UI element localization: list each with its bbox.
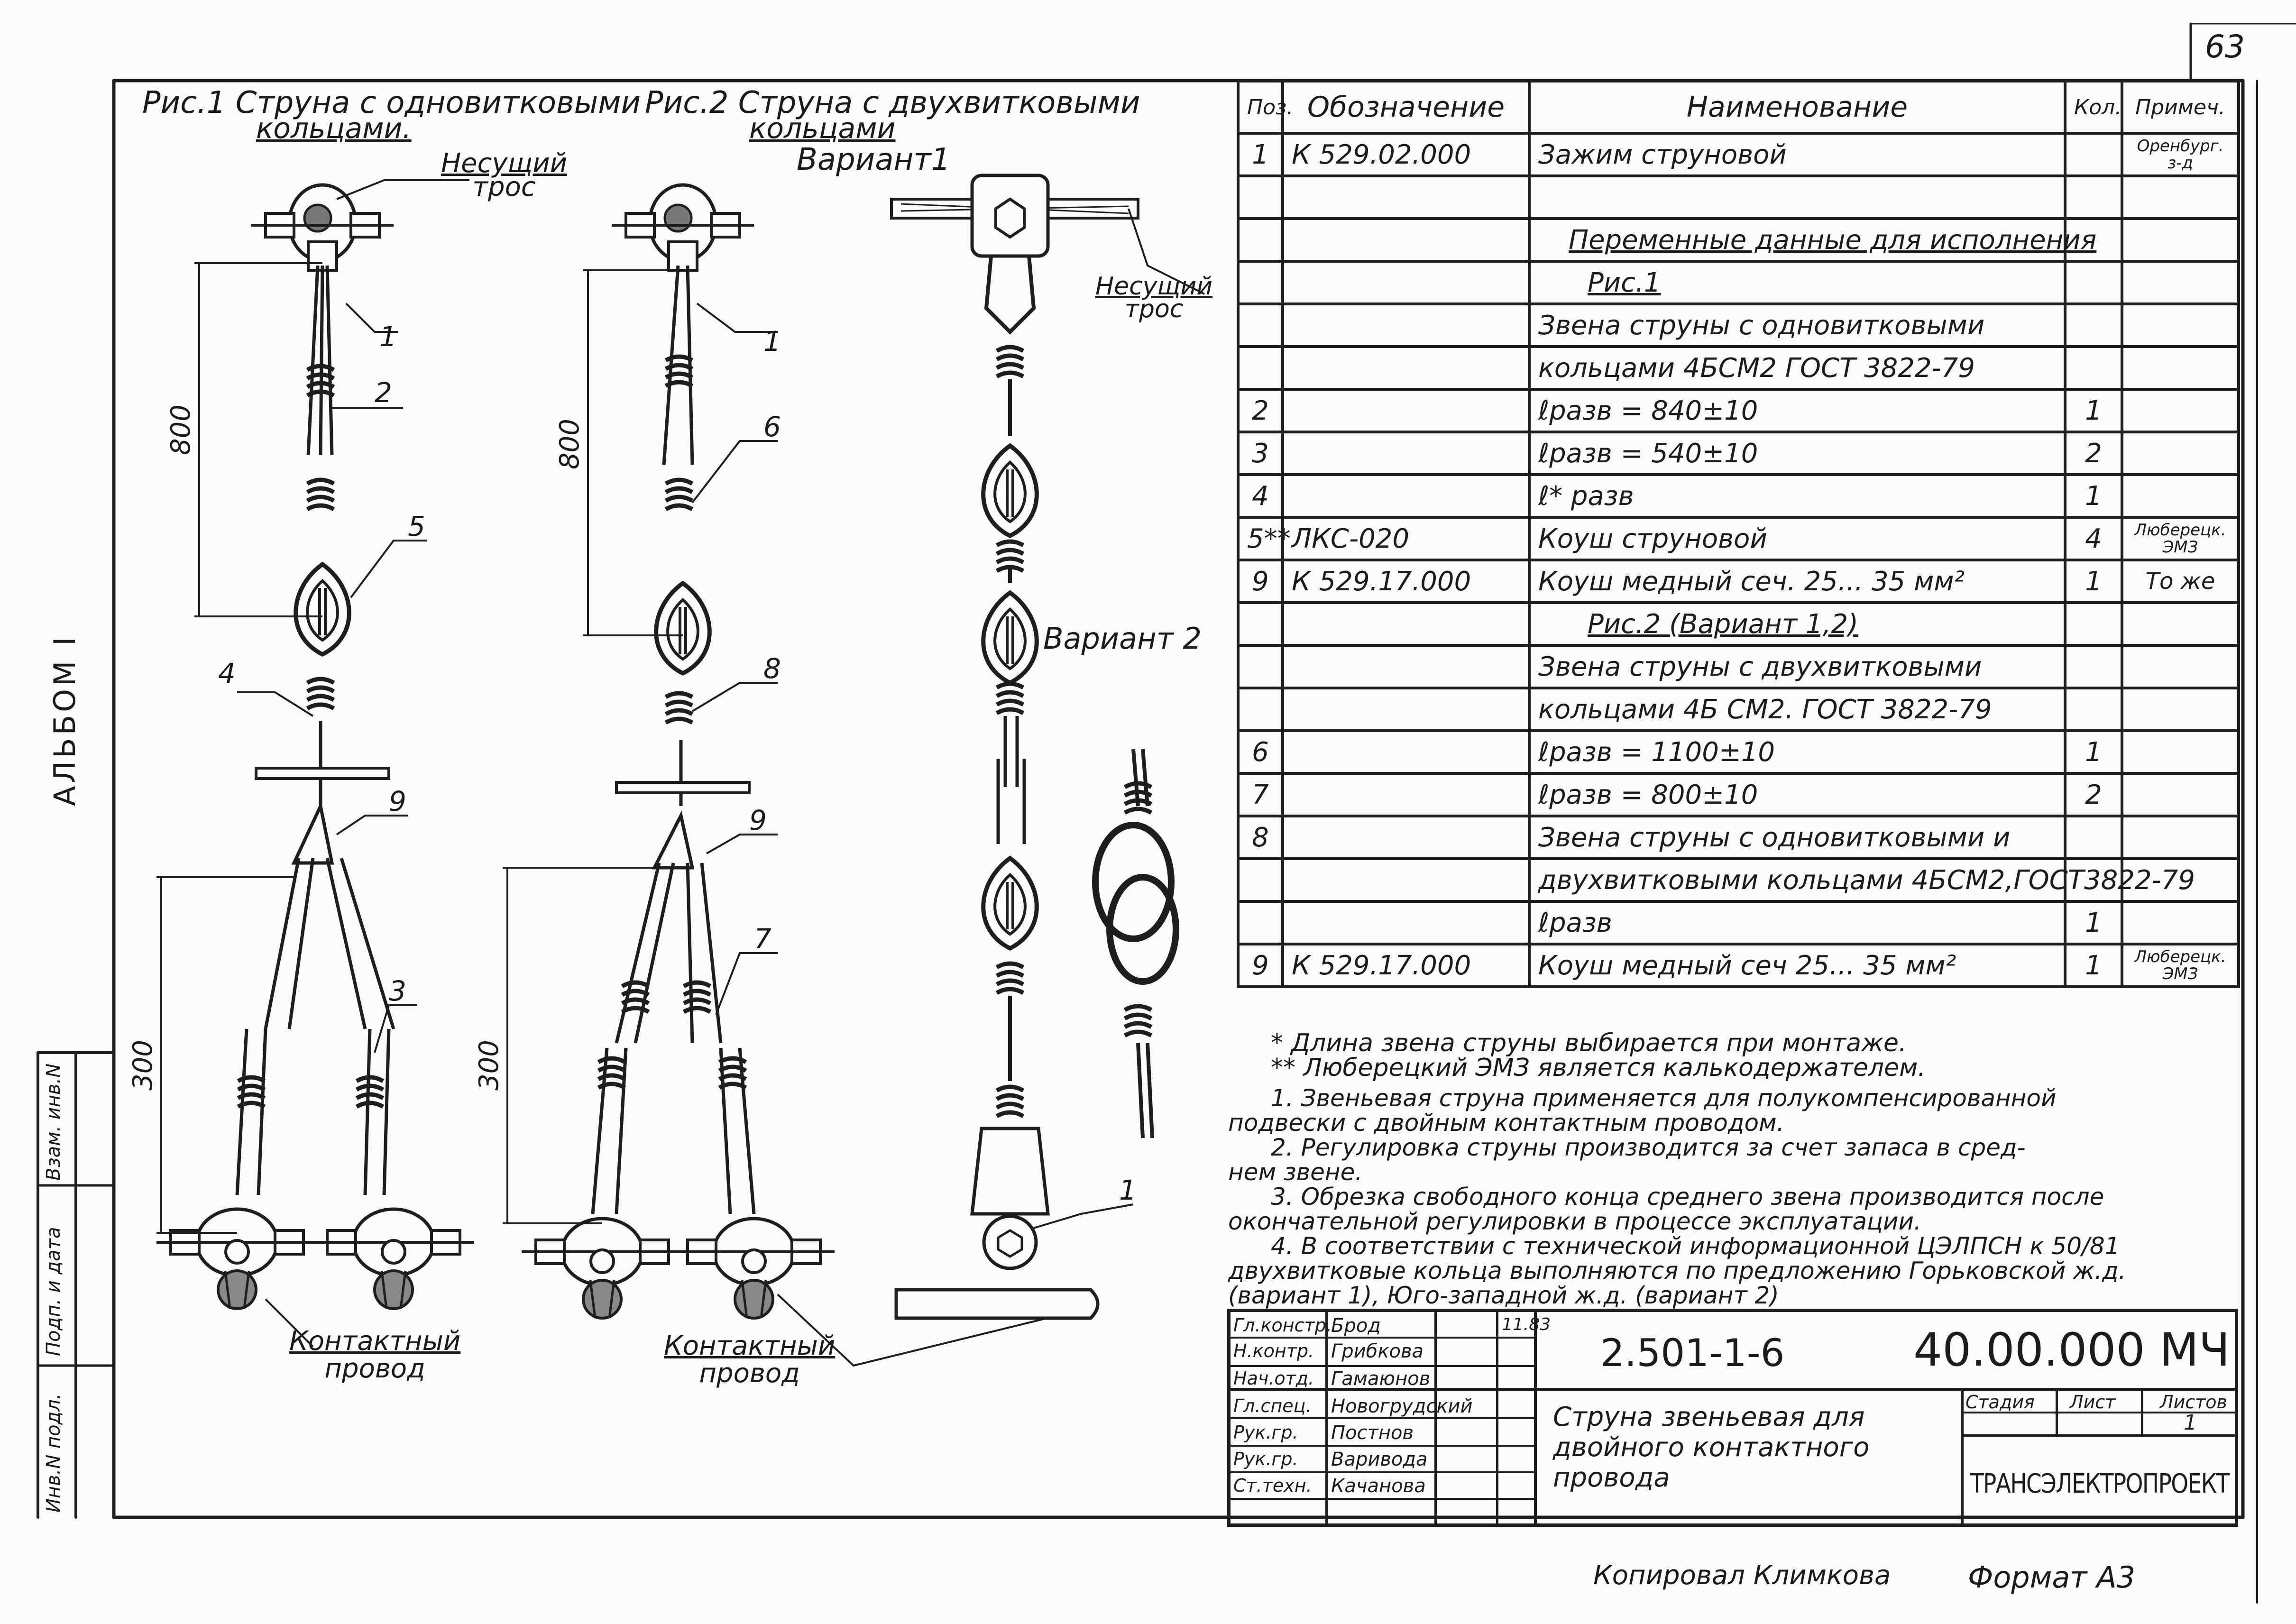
spec-code: К 529.17.000	[1283, 560, 1529, 603]
col-qty: Кол.	[2065, 81, 2122, 133]
spec-pos	[1238, 688, 1283, 731]
spec-pos	[1238, 304, 1283, 347]
spec-qty: 1	[2065, 475, 2122, 517]
stage-label: Стадия	[1965, 1392, 2035, 1413]
spec-pos	[1238, 176, 1283, 219]
spec-note	[2122, 731, 2239, 773]
callout-1-fig2: 1	[763, 325, 781, 358]
spec-qty	[2065, 816, 2122, 859]
spec-note: То же	[2122, 560, 2239, 603]
signature-name: Брод	[1331, 1315, 1381, 1337]
note-line-9: (вариант 1), Юго-западной ж.д. (вариант 2)	[1228, 1282, 1779, 1309]
copied-by: Копировал Климкова	[1593, 1560, 1891, 1591]
col-note: Примеч.	[2122, 81, 2239, 133]
spec-code	[1283, 432, 1529, 475]
spec-pos: 4	[1238, 475, 1283, 517]
spec-name: Звена струны с одновитковыми и	[1529, 816, 2065, 859]
signature-role: Нач.отд.	[1233, 1368, 1314, 1389]
signature-role: Рук.гр.	[1233, 1449, 1298, 1469]
spec-name: ℓразв = 540±10	[1529, 432, 2065, 475]
fig1-title-line1: Рис.1 Струна с одновитковыми	[142, 85, 641, 120]
signature-name: Качанова	[1331, 1475, 1426, 1497]
note-line-6: окончательной регулировки в процессе эксплуатации.	[1228, 1208, 1921, 1235]
spec-code: ЛКС-020	[1283, 517, 1529, 560]
spec-note	[2122, 261, 2239, 304]
callout-8-fig2: 8	[763, 652, 781, 685]
spec-code	[1283, 389, 1529, 432]
sheets-label: Листов	[2160, 1392, 2227, 1413]
spec-row	[1238, 645, 2239, 688]
spec-row	[1238, 176, 2239, 219]
spec-row	[1238, 944, 2239, 987]
callout-5-fig1: 5	[408, 510, 425, 542]
spec-note	[2122, 603, 2239, 645]
signature-role: Гл.констр.	[1233, 1315, 1332, 1336]
spec-name: Коуш медный сеч 25... 35 мм²	[1529, 944, 2065, 987]
variant2-label: Вариант 2	[1043, 621, 1202, 656]
spec-qty	[2065, 261, 2122, 304]
callout-4-fig1: 4	[218, 657, 236, 689]
spec-row	[1238, 432, 2239, 475]
note-line-2: подвески с двойным контактным проводом.	[1228, 1109, 1784, 1137]
spec-note	[2122, 688, 2239, 731]
dim-800-fig2: 800	[554, 419, 585, 469]
spec-code	[1283, 219, 1529, 261]
spec-name: Коуш струновой	[1529, 517, 2065, 560]
spec-pos	[1238, 219, 1283, 261]
note-line-3: 2. Регулировка струны производится за счет запаса в сред-	[1271, 1134, 2026, 1161]
spec-note	[2122, 219, 2239, 261]
spec-note: Люберецк. ЭМЗ	[2122, 517, 2239, 560]
contact-label-fig2: Контактный провод	[664, 1330, 836, 1389]
footnote-1: * Длина звена струны выбирается при монтаже.	[1271, 1029, 1907, 1057]
drawing-number: 40.00.000 МЧ	[1913, 1323, 2230, 1376]
spec-row	[1238, 517, 2239, 560]
spec-qty	[2065, 645, 2122, 688]
signature-role: Гл.спец.	[1233, 1395, 1312, 1416]
spec-row	[1238, 560, 2239, 603]
spec-code	[1283, 688, 1529, 731]
spec-row	[1238, 901, 2239, 944]
spec-pos	[1238, 901, 1283, 944]
spec-code	[1283, 731, 1529, 773]
page-number: 63	[2205, 28, 2245, 65]
spec-row	[1238, 304, 2239, 347]
stamp-inv-podl: Инв.N подл.	[43, 1393, 64, 1513]
spec-row	[1238, 773, 2239, 816]
spec-pos: 6	[1238, 731, 1283, 773]
spec-pos: 5**	[1238, 517, 1283, 560]
spec-name	[1529, 176, 2065, 219]
sheets-value: 1	[2184, 1411, 2197, 1435]
spec-note	[2122, 304, 2239, 347]
album-label: АЛЬБОМ I	[47, 634, 82, 806]
format-label: Формат А3	[1968, 1560, 2136, 1595]
spec-header-row	[1238, 81, 2239, 133]
spec-pos: 1	[1238, 133, 1283, 176]
spec-code	[1283, 816, 1529, 859]
spec-code: К 529.02.000	[1283, 133, 1529, 176]
contact-label-fig1: Контактный провод	[289, 1326, 461, 1384]
spec-pos: 3	[1238, 432, 1283, 475]
stamp-podp-data: Подп. и дата	[43, 1227, 64, 1356]
signature-role: Н.контр.	[1233, 1340, 1314, 1361]
callout-1-fig1: 1	[379, 321, 397, 353]
note-line-5: 3. Обрезка свободного конца среднего звена производится после	[1271, 1183, 2104, 1211]
spec-qty	[2065, 304, 2122, 347]
spec-name: ℓразв = 840±10	[1529, 389, 2065, 432]
signature-name: Варивода	[1331, 1449, 1428, 1470]
spec-code	[1283, 603, 1529, 645]
spec-qty	[2065, 347, 2122, 389]
spec-name: двухвитковыми кольцами 4БСМ2,ГОСТ3822-79	[1529, 859, 2065, 901]
signature-name: Новогрудский	[1331, 1395, 1473, 1417]
spec-name: Коуш медный сеч. 25... 35 мм²	[1529, 560, 2065, 603]
drawing-title: Струна звеньевая для двойного контактного провода	[1553, 1402, 1870, 1493]
spec-name: Зажим струновой	[1529, 133, 2065, 176]
spec-note	[2122, 773, 2239, 816]
spec-name: ℓразв = 1100±10	[1529, 731, 2065, 773]
spec-qty	[2065, 688, 2122, 731]
note-line-8: двухвитковые кольца выполняются по предложению Горьковской ж.д.	[1228, 1257, 2126, 1285]
spec-row	[1238, 219, 2239, 261]
note-line-4: нем звене.	[1228, 1158, 1363, 1186]
spec-code	[1283, 859, 1529, 901]
spec-qty	[2065, 176, 2122, 219]
spec-pos: 7	[1238, 773, 1283, 816]
dim-300-fig2: 300	[474, 1040, 505, 1091]
spec-code	[1283, 304, 1529, 347]
spec-pos	[1238, 859, 1283, 901]
doc-code: 2.501-1-6	[1600, 1331, 1785, 1375]
title-block	[1227, 1309, 2238, 1527]
col-code: Обозначение	[1283, 81, 1529, 133]
signature-role: Ст.техн.	[1233, 1475, 1312, 1496]
spec-qty	[2065, 603, 2122, 645]
fig1-drawing	[156, 180, 474, 1347]
spec-code: К 529.17.000	[1283, 944, 1529, 987]
spec-note	[2122, 432, 2239, 475]
spec-qty: 1	[2065, 731, 2122, 773]
footnote-2: ** Люберецкий ЭМЗ является калькодержателем.	[1271, 1054, 1926, 1082]
fig2-title-line1: Рис.2 Струна с двухвитковыми	[645, 85, 1140, 120]
spec-code	[1283, 901, 1529, 944]
signature-role: Рук.гр.	[1233, 1422, 1298, 1443]
spec-note	[2122, 645, 2239, 688]
organization: ТРАНСЭЛЕКТРОПРОЕКТ	[1970, 1468, 2229, 1499]
spec-code	[1283, 261, 1529, 304]
spec-name: Звена струны с одновитковыми	[1529, 304, 2065, 347]
callout-2-fig1: 2	[375, 376, 392, 409]
spec-name: кольцами 4БСМ2 ГОСТ 3822-79	[1529, 347, 2065, 389]
spec-note	[2122, 347, 2239, 389]
spec-pos: 9	[1238, 944, 1283, 987]
spec-pos	[1238, 261, 1283, 304]
spec-pos	[1238, 347, 1283, 389]
variant2-drawing	[1095, 749, 1176, 1138]
note-line-7: 4. В соответствии с технической информационной ЦЭЛПСН к 50/81	[1271, 1232, 2120, 1260]
fig1-title-line2: кольцами.	[256, 112, 412, 145]
spec-qty: 1	[2065, 901, 2122, 944]
spec-name: Звена струны с двухвитковыми	[1529, 645, 2065, 688]
spec-code	[1283, 347, 1529, 389]
spec-code	[1283, 645, 1529, 688]
spec-row	[1238, 133, 2239, 176]
spec-pos	[1238, 603, 1283, 645]
spec-body	[1238, 133, 2239, 987]
spec-pos: 8	[1238, 816, 1283, 859]
carrier-label-fig1: Несущий трос	[441, 148, 568, 202]
carrier-label-var1: Несущий трос	[1095, 272, 1213, 323]
spec-row	[1238, 603, 2239, 645]
spec-name: Рис.2 (Вариант 1,2)	[1529, 603, 2065, 645]
spec-name: ℓразв = 800±10	[1529, 773, 2065, 816]
spec-qty: 4	[2065, 517, 2122, 560]
signature-name: Постнов	[1331, 1422, 1414, 1444]
col-pos: Поз.	[1238, 81, 1283, 133]
spec-pos: 2	[1238, 389, 1283, 432]
spec-qty: 1	[2065, 389, 2122, 432]
spec-row	[1238, 347, 2239, 389]
spec-qty: 1	[2065, 560, 2122, 603]
note-line-1: 1. Звеньевая струна применяется для полукомпенсированной	[1271, 1084, 2057, 1112]
callout-9-fig1: 9	[389, 785, 406, 817]
spec-row	[1238, 261, 2239, 304]
spec-note	[2122, 901, 2239, 944]
spec-pos	[1238, 645, 1283, 688]
spec-code	[1283, 773, 1529, 816]
spec-note	[2122, 475, 2239, 517]
spec-qty: 2	[2065, 432, 2122, 475]
callout-6-fig2: 6	[763, 411, 781, 443]
spec-qty: 2	[2065, 773, 2122, 816]
variant1-drawing	[891, 175, 1204, 1318]
spec-row	[1238, 389, 2239, 432]
callout-3-fig1: 3	[389, 975, 406, 1007]
stamp-vzam-inv: Взам. инв.N	[43, 1063, 64, 1181]
signature-name: Гамаюнов	[1331, 1368, 1431, 1390]
spec-pos: 9	[1238, 560, 1283, 603]
variant1-label: Вариант1	[797, 142, 951, 177]
spec-note: Люберецк. ЭМЗ	[2122, 944, 2239, 987]
spec-row	[1238, 688, 2239, 731]
spec-note	[2122, 389, 2239, 432]
spec-note	[2122, 816, 2239, 859]
spec-code	[1283, 176, 1529, 219]
spec-row	[1238, 731, 2239, 773]
dim-300-fig1: 300	[128, 1040, 158, 1091]
spec-note	[2122, 176, 2239, 219]
spec-note: Оренбург. з-д	[2122, 133, 2239, 176]
date-cell: 11.83	[1502, 1315, 1551, 1334]
spec-qty	[2065, 133, 2122, 176]
spec-name: ℓразв	[1529, 901, 2065, 944]
callout-1-var1: 1	[1119, 1174, 1137, 1206]
spec-name: Рис.1	[1529, 261, 2065, 304]
spec-name: кольцами 4Б СМ2. ГОСТ 3822-79	[1529, 688, 2065, 731]
callout-9-fig2: 9	[749, 804, 767, 836]
spec-row	[1238, 475, 2239, 517]
spec-name: Переменные данные для исполнения	[1529, 219, 2065, 261]
notes-block	[1228, 1086, 2126, 1308]
callout-7-fig2: 7	[754, 923, 771, 955]
sheet-label: Лист	[2070, 1392, 2116, 1413]
spec-code	[1283, 475, 1529, 517]
signature-name: Грибкова	[1331, 1340, 1424, 1362]
fig2-title-line2: кольцами	[749, 112, 896, 145]
col-name: Наименование	[1529, 81, 2065, 133]
spec-name: ℓ* разв	[1529, 475, 2065, 517]
dim-800-fig1: 800	[165, 404, 196, 455]
specification-table	[1237, 80, 2240, 988]
spec-qty: 1	[2065, 944, 2122, 987]
spec-row	[1238, 816, 2239, 859]
spec-row	[1238, 859, 2239, 901]
